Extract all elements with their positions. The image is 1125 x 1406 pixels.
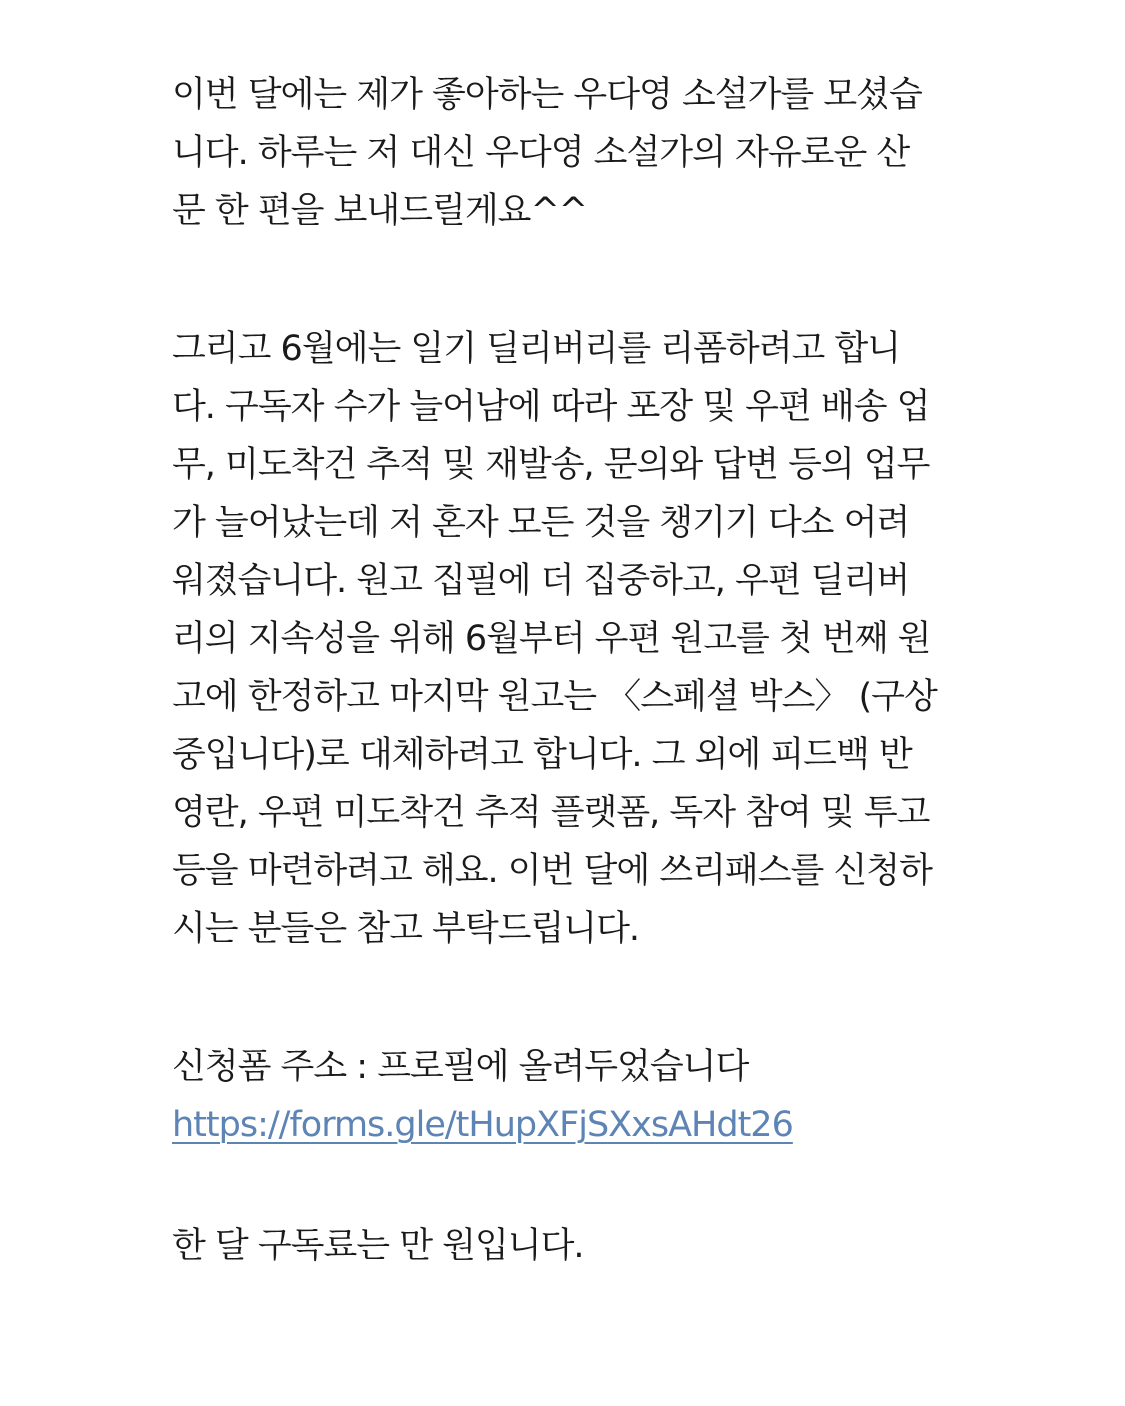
text-line: 가 늘어났는데 저 혼자 모든 것을 챙기기 다소 어려 <box>172 503 910 543</box>
text-line: 중입니다)로 대체하려고 합니다. 그 외에 피드백 반 <box>172 735 912 775</box>
text-line: 고에 한정하고 마지막 원고는 〈스페셜 박스〉 (구상 <box>172 677 937 717</box>
announcement-paragraph <box>172 320 962 958</box>
paragraph-spacer <box>172 1154 962 1217</box>
form-link-line <box>172 1096 962 1154</box>
text-line: 영란, 우편 미도착건 추적 플랫폼, 독자 참여 및 투고 <box>172 793 930 833</box>
paragraph-spacer <box>172 240 962 320</box>
article-body <box>172 66 962 1275</box>
text-line: 문 한 편을 보내드릴게요^^ <box>172 191 588 231</box>
text-line: 워졌습니다. 원고 집필에 더 집중하고, 우편 딜리버 <box>172 561 910 601</box>
text-line: 시는 분들은 참고 부탁드립니다. <box>172 909 640 949</box>
text-line: 리의 지속성을 위해 6월부터 우편 원고를 첫 번째 원 <box>172 619 931 659</box>
form-link[interactable]: https://forms.gle/tHupXFjSXxsAHdt26 <box>172 1105 793 1145</box>
text-line: 무, 미도착건 추적 및 재발송, 문의와 답변 등의 업무 <box>172 445 930 485</box>
intro-paragraph <box>172 66 962 240</box>
closing-line: 한 달 구독료는 만 원입니다. <box>172 1226 584 1266</box>
text-line: 그리고 6월에는 일기 딜리버리를 리폼하려고 합니 <box>172 329 901 369</box>
text-line: 이번 달에는 제가 좋아하는 우다영 소설가를 모셨습 <box>172 75 922 115</box>
form-paragraph <box>172 1038 962 1154</box>
text-line: 니다. 하루는 저 대신 우다영 소설가의 자유로운 산 <box>172 133 910 173</box>
form-label: 신청폼 주소 : 프로필에 올려두었습니다 <box>172 1047 749 1087</box>
paragraph-spacer <box>172 958 962 1038</box>
text-line: 등을 마련하려고 해요. 이번 달에 쓰리패스를 신청하 <box>172 851 932 891</box>
text-line: 다. 구독자 수가 늘어남에 따라 포장 및 우편 배송 업 <box>172 387 930 427</box>
